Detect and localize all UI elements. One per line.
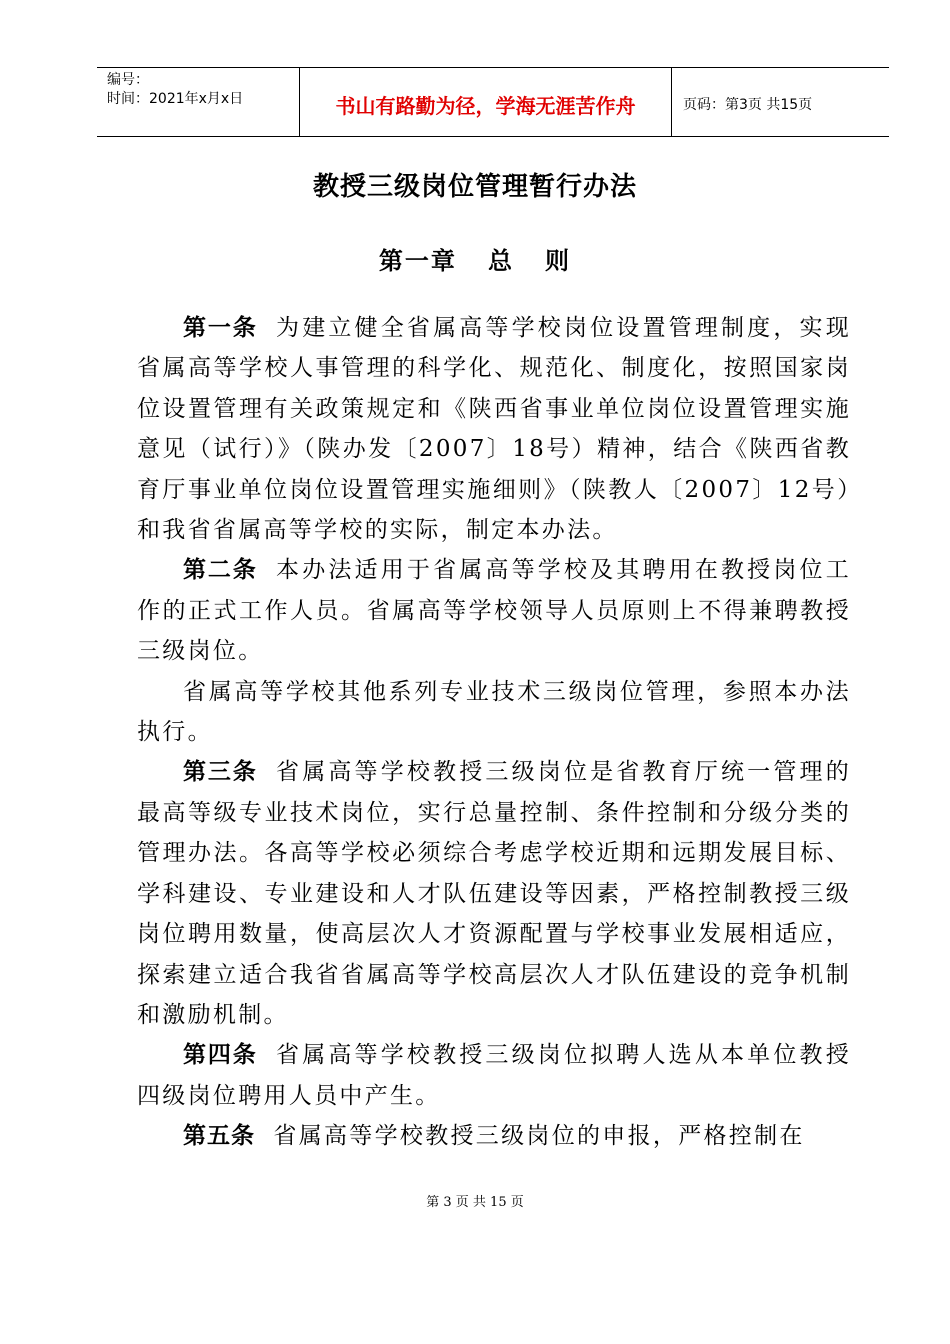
page-header bbox=[97, 67, 889, 137]
header-motto: 书山有路勤为径，学海无涯苦作舟 bbox=[335, 94, 636, 118]
article-text: 省属高等学校教授三级岗位拟聘人选从本单位教授四级岗位聘用人员中产生。 bbox=[137, 1042, 851, 1109]
article-text: 本办法适用于省属高等学校及其聘用在教授岗位工作的正式工作人员。省属高等学校领导人员原则上不得兼聘教授三级岗位。 bbox=[137, 557, 851, 665]
header-time-label: 时间：2021年x月x日 bbox=[107, 91, 244, 107]
article-label: 第一条 bbox=[183, 315, 258, 341]
document-title: 教授三级岗位管理暂行办法 bbox=[312, 172, 637, 202]
article-label: 第二条 bbox=[183, 557, 258, 584]
article-paragraph bbox=[137, 308, 851, 550]
paragraph-text: 省属高等学校其他系列专业技术三级岗位管理，参照本办法执行。 bbox=[137, 678, 851, 746]
article-label: 第三条 bbox=[183, 759, 258, 786]
header-meta bbox=[107, 71, 243, 109]
article-text: 省属高等学校教授三级岗位的申报，严格控制在 bbox=[273, 1123, 805, 1150]
body-paragraph bbox=[137, 672, 851, 753]
header-divider bbox=[671, 68, 672, 136]
article-paragraph bbox=[137, 550, 851, 671]
page-footer: 第 3 页 共 15 页 bbox=[426, 1195, 524, 1210]
document-body bbox=[137, 308, 851, 1157]
article-text: 省属高等学校教授三级岗位是省教育厅统一管理的最高等级专业技术岗位，实行总量控制、条件控制和分级分类的管理办法。各高等学校必须综合考虑学校近期和远期发展目标、学科建设、专业建设和人才队伍建设等因素，严格控制教授三级岗位聘用数量，使高层次人才资源配置与学校事业发展相适应，探索建立适合我省省属高等学校高层次人才队伍建设的竞争机制和激励机制。 bbox=[137, 759, 851, 1028]
article-paragraph bbox=[137, 752, 851, 1035]
article-paragraph bbox=[137, 1116, 851, 1156]
article-label: 第四条 bbox=[183, 1042, 258, 1069]
article-text: 为建立健全省属高等学校岗位设置管理制度，实现省属高等学校人事管理的科学化、规范化、制度化，按照国家岗位设置管理有关政策规定和《陕西省事业单位岗位设置管理实施意见（试行）》（陕办发〔2007〕18号）精神，结合《陕西省教育厅事业单位岗位设置管理实施细则》（陕教人〔2007〕12号）和我省省属高等学校的实际，制定本办法。 bbox=[137, 315, 851, 544]
header-number-label: 编号： bbox=[107, 72, 149, 88]
header-page-info: 页码：第3页 共15页 bbox=[683, 97, 813, 113]
article-paragraph bbox=[137, 1035, 851, 1116]
chapter-heading: 第一章 总 则 bbox=[378, 246, 572, 275]
article-label: 第五条 bbox=[183, 1123, 255, 1150]
